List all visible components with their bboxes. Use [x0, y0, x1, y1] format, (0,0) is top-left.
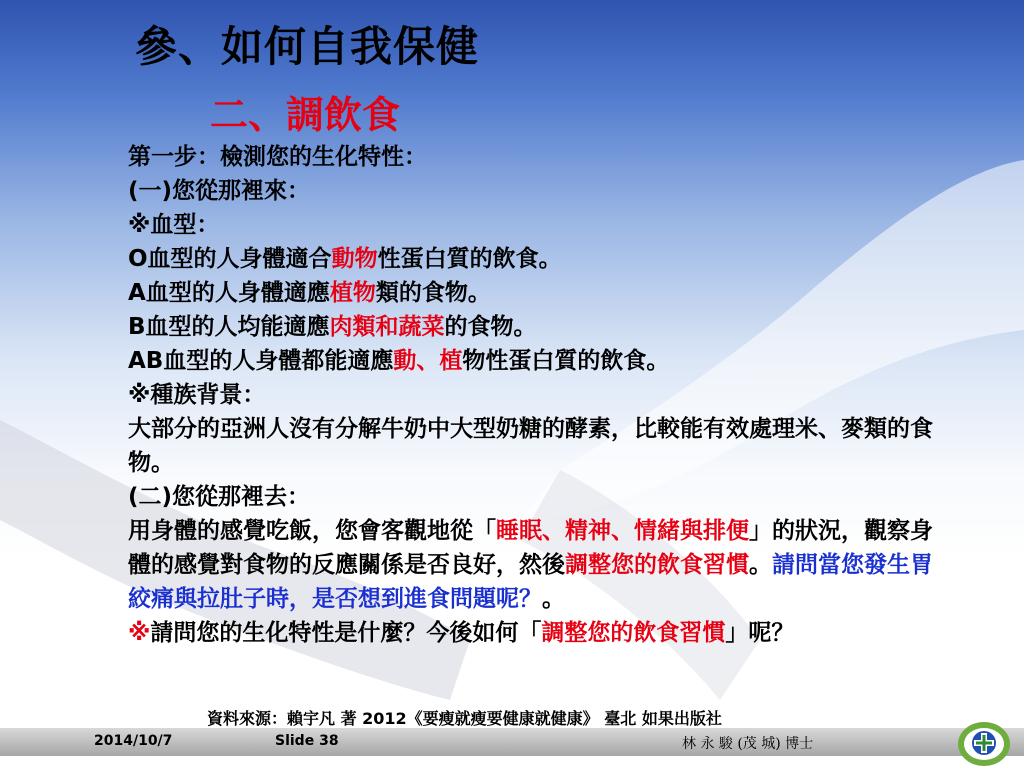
text-segment: 血型的人身體都能適應: [163, 348, 394, 374]
slide-subtitle: 二、調飲食: [210, 93, 401, 137]
text-segment: 。: [542, 586, 565, 612]
highlight-text: 肉類和蔬菜: [329, 314, 445, 340]
reference-mark: ※: [128, 620, 151, 646]
highlight-text: 睡眠、精神、情緒與排便: [496, 518, 749, 544]
footer-slide-number: Slide 38: [275, 733, 339, 749]
text-segment: 。: [749, 552, 772, 578]
text-segment: 用身體的感覺吃飯，您會客觀地從「: [128, 518, 496, 544]
text-segment: 性蛋白質的飲食。: [377, 246, 562, 272]
source-citation: 資料來源：賴宇凡 著 2012《要瘦就瘦要健康就健康》 臺北 如果出版社: [207, 709, 722, 728]
text-segment: AB: [128, 348, 164, 374]
text-segment: 物性蛋白質的飲食。: [462, 348, 670, 374]
text-segment: 血型的人均能適應: [145, 314, 330, 340]
text-segment: 類的食物。: [375, 280, 491, 306]
green-cross-emblem-icon: [956, 716, 1012, 768]
text-segment: A: [128, 280, 146, 306]
text-segment: 的食物。: [444, 314, 537, 340]
highlight-text: 動物: [331, 246, 378, 272]
slide-title: 參、如何自我保健: [135, 22, 480, 71]
text-line: ※血型：: [128, 212, 220, 238]
question-text: 請問當您發生胃絞痛與拉肚子時，是否想到進食問題呢？: [128, 552, 933, 612]
text-segment: O血型的人身體適合: [128, 246, 332, 272]
footer-date: 2014/10/7: [94, 733, 173, 749]
text-segment: 」的狀況，觀察身體的感覺對食物的反應關係是否良好，然後: [128, 518, 933, 578]
text-line: (一)您從那裡來：: [128, 178, 311, 204]
text-line-question: [128, 616, 938, 650]
text-paragraph: [128, 514, 938, 616]
highlight-text: 調整您的飲食習慣: [565, 552, 749, 578]
text-paragraph: 大部分的亞洲人沒有分解牛奶中大型奶糖的酵素，比較能有效處理米、麥類的食物。: [128, 416, 933, 476]
text-line: [128, 480, 938, 514]
text-segment: (二): [128, 484, 173, 510]
text-line: ※種族背景：: [128, 382, 266, 408]
highlight-text: 調整您的飲食習慣: [541, 620, 726, 646]
highlight-text: 動、植: [393, 348, 463, 374]
text-line-blood-a: [128, 276, 938, 310]
text-segment: 請問您的生化特性是什麼？今後如何「: [150, 620, 542, 646]
text-line: 第一步：檢測您的生化特性：: [128, 144, 427, 170]
text-line-blood-o: [128, 242, 938, 276]
text-segment: 血型的人身體適應: [145, 280, 330, 306]
text-segment: 您從那裡去：: [172, 484, 311, 510]
footer-author: 林 永 駿 (茂 城) 博士: [682, 736, 814, 752]
text-segment: 」呢？: [725, 620, 795, 646]
text-segment: B: [128, 314, 146, 340]
text-line-blood-ab: [128, 344, 938, 378]
text-line-blood-b: [128, 310, 938, 344]
content-body: [128, 140, 938, 650]
highlight-text: 植物: [329, 280, 376, 306]
